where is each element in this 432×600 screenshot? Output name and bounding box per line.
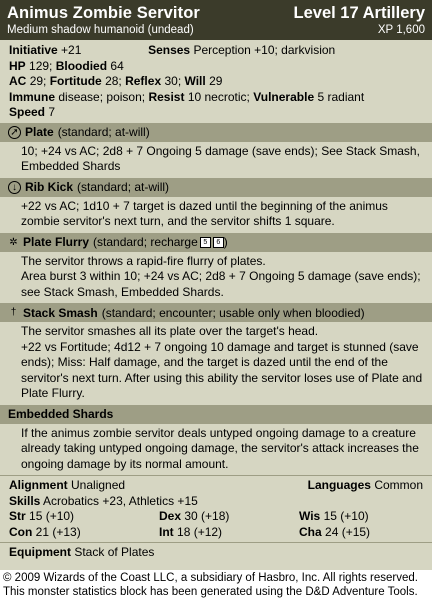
vulnerable-value: 5 radiant [317, 89, 365, 104]
power-text: 10; +24 vs AC; 2d8 + 7 Ongoing 5 damage (save ends); See Stack Smash, Embedded Shards [21, 143, 420, 173]
power-header-rib-kick [0, 178, 432, 197]
power-name: Plate Flurry [23, 235, 90, 249]
area-attack-icon: ✲ [9, 236, 18, 248]
str-value: 15 (+10) [29, 509, 75, 523]
defenses-line [9, 74, 423, 90]
copyright-notice [0, 570, 432, 600]
languages-label: Languages [307, 478, 371, 492]
alignment-value: Unaligned [71, 478, 126, 492]
initiative-line [9, 43, 423, 59]
alignment-line [9, 478, 423, 494]
power-header-embedded-shards [0, 405, 432, 424]
skills-label: Skills [9, 493, 41, 508]
power-name: Plate [25, 125, 54, 139]
power-body-plate [0, 142, 432, 178]
int-label: Int [159, 524, 174, 539]
will-value: 29 [209, 74, 223, 88]
senses-value: Perception +10; darkvision [193, 43, 336, 57]
ac-value: 29; [29, 74, 47, 88]
power-text: The servitor smashes all its plate over the target's head. [21, 324, 319, 338]
dex-label: Dex [159, 509, 182, 523]
fortitude-value: 28; [105, 74, 122, 88]
power-tags: (standard; recharge [93, 235, 198, 249]
close-attack-icon: † [10, 307, 17, 318]
hp-line [9, 59, 423, 75]
power-body-embedded-shards [0, 424, 432, 476]
initiative-value: +21 [61, 43, 82, 57]
power-text: If the animus zombie servitor deals untyped ongoing damage to a creature already taking untyped ongoing damage, the servitor's attack increases the ongoing damage by its normal amount. [21, 425, 419, 471]
monster-level: Level 17 Artillery [293, 4, 425, 22]
recharge-die-icon: 5 [200, 237, 211, 248]
immune-label: Immune [9, 89, 56, 104]
will-label: Will [184, 74, 206, 88]
ability-scores-row-1 [9, 509, 423, 525]
power-tags: (standard; at-will) [57, 125, 150, 139]
str-label: Str [9, 509, 26, 523]
cha-label: Cha [299, 524, 322, 539]
copyright-line: © 2009 Wizards of the Coast LLC, a subsidiary of Hasbro, Inc. All rights reserved. [3, 572, 418, 584]
skills-value: Acrobatics +23, Athletics +15 [43, 493, 198, 508]
monster-name: Animus Zombie Servitor [7, 4, 200, 22]
power-text: Area burst 3 within 10; +24 vs AC; 2d8 + 7 Ongoing 5 damage (save ends); see Stack Smash, Embedded Shards. [21, 269, 421, 299]
equipment-line [9, 545, 423, 561]
wis-value: 15 (+10) [323, 509, 369, 523]
ranged-attack-icon: ➚ [8, 126, 21, 139]
reflex-label: Reflex [125, 74, 162, 88]
equipment-value: Stack of Plates [74, 545, 155, 559]
power-text: The servitor throws a rapid-fire flurry of plates. [21, 253, 266, 268]
speed-label: Speed [9, 105, 46, 119]
con-label: Con [9, 524, 33, 539]
power-header-plate [0, 123, 432, 142]
con-value: 21 (+13) [35, 524, 81, 539]
power-name: Embedded Shards [8, 407, 114, 421]
power-name: Rib Kick [25, 180, 74, 194]
power-body-rib-kick [0, 197, 432, 233]
fortitude-label: Fortitude [49, 74, 102, 88]
resist-value: 10 necrotic; [187, 89, 250, 104]
int-value: 18 (+12) [177, 524, 223, 539]
wis-label: Wis [299, 509, 321, 523]
vulnerable-label: Vulnerable [253, 89, 315, 104]
bloodied-label: Bloodied [55, 58, 108, 73]
power-name: Stack Smash [23, 305, 98, 320]
reflex-value: 30; [164, 74, 182, 88]
footer-section [0, 475, 432, 542]
power-body-plate-flurry [0, 252, 432, 304]
hp-value: 129; [29, 58, 53, 73]
cha-value: 24 (+15) [325, 524, 371, 539]
stats-section [0, 40, 432, 123]
power-body-stack-smash [0, 322, 432, 405]
monster-type: Medium shadow humanoid (undead) [7, 24, 194, 36]
generator-line: This monster statistics block has been generated using the D&D Adventure Tools. [3, 586, 418, 598]
hp-label: HP [9, 58, 26, 73]
immune-line [9, 90, 423, 106]
ability-scores-row-2 [9, 525, 423, 541]
languages-value: Common [374, 478, 423, 492]
melee-attack-icon: ↓ [8, 181, 21, 194]
senses-label: Senses [148, 43, 191, 57]
power-header-stack-smash [0, 303, 432, 322]
equipment-section [0, 542, 432, 563]
stat-block-header [0, 0, 432, 40]
dex-value: 30 (+18) [184, 509, 230, 523]
ac-label: AC [9, 74, 27, 88]
power-tags: (standard; encounter; usable only when bloodied) [101, 305, 365, 320]
speed-value: 7 [48, 105, 56, 119]
recharge-die-icon: 6 [213, 237, 224, 248]
power-text: +22 vs AC; 1d10 + 7 target is dazed until the beginning of the animus zombie servitor's next turn, and the servitor shifts 1 square. [21, 198, 388, 228]
immune-value: disease; poison; [58, 89, 146, 104]
resist-label: Resist [148, 89, 185, 104]
skills-line [9, 494, 423, 510]
initiative-label: Initiative [9, 43, 58, 57]
speed-line [9, 105, 423, 121]
power-tags: (standard; at-will) [77, 180, 170, 194]
monster-xp: XP 1,600 [377, 24, 425, 36]
power-header-plate-flurry: ✲ Plate Flurry (standard; recharge 5 6 ) [0, 233, 432, 252]
equipment-label: Equipment [9, 545, 71, 559]
alignment-label: Alignment [9, 478, 68, 492]
bloodied-value: 64 [110, 58, 124, 73]
power-text: +22 vs Fortitude; 4d12 + 7 ongoing 10 damage and target is stunned (save ends); Miss: Half damage, and the target is dazed until the end of the servitor's next turn. After using this ability the servitor loses use of Plate and Plate Flurry. [21, 339, 423, 400]
